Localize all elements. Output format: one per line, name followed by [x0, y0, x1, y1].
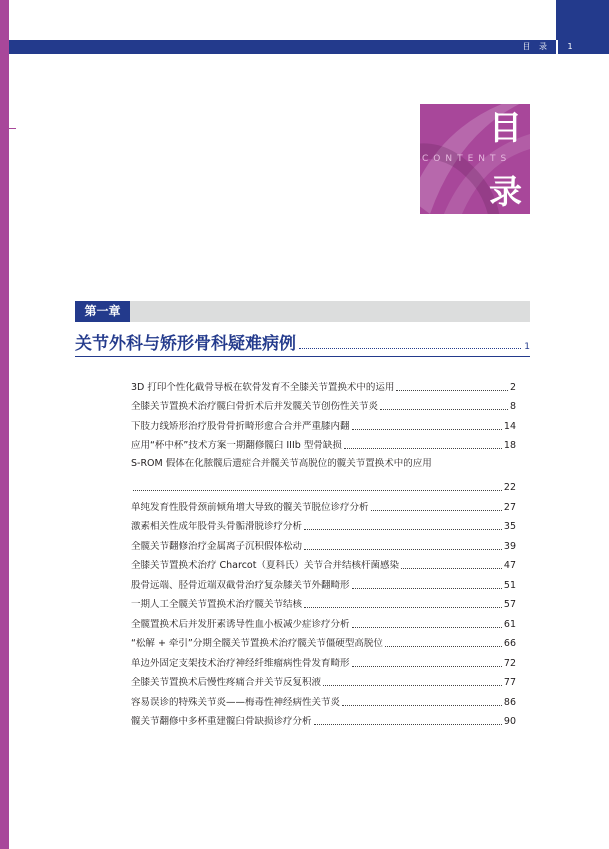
toc-leader-dots [304, 529, 502, 530]
chapter-tag: 第一章 [75, 301, 130, 322]
toc-entry-title: 容易误诊的特殊关节炎——梅毒性神经病性关节炎 [131, 696, 341, 708]
toc-entry[interactable] [131, 533, 516, 553]
toc-leader-dots [371, 510, 502, 511]
chapter-leader-dots [299, 348, 521, 349]
toc-entry-title: 激素相关性成年股骨头骨骺滑脱诊疗分析 [131, 521, 303, 532]
toc-entry-page: 61 [503, 618, 516, 630]
toc-leader-dots [304, 607, 502, 608]
toc-entry-page: 14 [503, 420, 516, 432]
toc-leader-dots [380, 409, 508, 410]
toc-leader-dots [385, 646, 502, 647]
toc-entry[interactable] [131, 631, 516, 651]
chapter-band [75, 301, 530, 322]
toc-entry[interactable] [131, 514, 516, 534]
toc-entry-page: 90 [503, 716, 516, 727]
toc-entry-page: 72 [503, 657, 516, 669]
toc-entry-title: 全膝关节置换术后慢性疼痛合并关节反复积液 [131, 677, 322, 688]
toc-entry[interactable] [131, 452, 516, 494]
badge-char-lu: 录 [489, 172, 522, 211]
toc-entry-page: 22 [503, 482, 516, 493]
toc-entry-title: “松解 + 牵引”分期全髋关节置换术治疗髋关节僵硬型高脱位 [131, 638, 383, 649]
toc-entry-title: 髋关节翻修中多杯重建髋臼骨缺损诊疗分析 [131, 716, 312, 727]
toc-entry-page: 66 [503, 638, 516, 649]
toc-leader-dots [314, 724, 502, 725]
toc-entry-title: 下肢力线矫形治疗股骨骨折畸形愈合合并严重膝内翻 [131, 420, 350, 432]
toc-entry[interactable] [131, 553, 516, 573]
chapter-page-number: 1 [524, 342, 530, 352]
toc-entry-page: 86 [503, 696, 516, 708]
toc-entry-page: 57 [503, 599, 516, 610]
toc-leader-dots [133, 490, 502, 491]
toc-entry[interactable] [131, 374, 516, 394]
toc-entry[interactable] [131, 433, 516, 453]
toc-entry-title: 股骨远端、胫骨近端双截骨治疗复杂膝关节外翻畸形 [131, 579, 350, 591]
badge-char-mu: 目 [489, 108, 522, 147]
toc-entries [131, 374, 516, 728]
toc-entry-title: 全髋关节翻修治疗金属离子沉积假体松动 [131, 540, 303, 552]
header-section-label: 目 录 [522, 42, 550, 51]
toc-leader-dots [304, 549, 502, 550]
badge-english-label: CONTENTS [422, 154, 512, 164]
toc-entry-title: 全髋置换术后并发肝素诱导性血小板减少症诊疗分析 [131, 618, 350, 630]
toc-leader-dots [344, 448, 502, 449]
toc-leader-dots [352, 666, 502, 667]
left-accent-tick [0, 128, 16, 129]
toc-entry-page: 2 [509, 381, 516, 393]
toc-entry[interactable] [131, 592, 516, 612]
toc-entry-page: 77 [503, 677, 516, 688]
toc-entry[interactable] [131, 572, 516, 592]
toc-entry-title: 一期人工全髋关节置换术治疗髋关节结核 [131, 599, 303, 610]
toc-entry-title: 应用“杯中杯”技术方案一期翻修髋臼 IIIb 型骨缺损 [131, 440, 342, 451]
toc-entry-page: 8 [509, 401, 516, 412]
chapter-heading[interactable] [75, 328, 530, 356]
toc-entry[interactable] [131, 670, 516, 690]
toc-entry-title: 3D 打印个性化截骨导板在软骨发育不全膝关节置换术中的运用 [131, 381, 395, 393]
header-bar-corner [556, 0, 609, 40]
header-page-number: 1 [567, 42, 573, 51]
toc-leader-dots [352, 588, 502, 589]
toc-entry-page: 27 [503, 501, 516, 513]
toc-entry-title: 全膝关节置换术治疗髋臼骨折术后并发髋关节创伤性关节炎 [131, 401, 379, 412]
toc-entry-page: 51 [503, 579, 516, 591]
toc-entry-page: 18 [503, 440, 516, 451]
toc-entry[interactable] [131, 413, 516, 433]
toc-entry[interactable] [131, 709, 516, 729]
toc-entry-page: 39 [503, 540, 516, 552]
contents-badge [420, 104, 530, 214]
toc-leader-dots [396, 390, 508, 391]
chapter-underline [75, 356, 530, 357]
toc-entry-title: 单纯发育性股骨颈前倾角增大导致的髋关节脱位诊疗分析 [131, 501, 369, 513]
toc-entry[interactable] [131, 611, 516, 631]
toc-leader-dots [352, 627, 502, 628]
toc-entry[interactable] [131, 689, 516, 709]
chapter-title: 关节外科与矫形骨科疑难病例 [75, 334, 296, 354]
toc-leader-dots [352, 429, 502, 430]
toc-entry[interactable] [131, 394, 516, 414]
toc-leader-dots [342, 705, 502, 706]
toc-entry-title: 单边外固定支架技术治疗神经纤维瘤病性骨发育畸形 [131, 657, 350, 669]
toc-entry-title: 全膝关节置换术治疗 Charcot（夏科氏）关节合并结核杆菌感染 [131, 560, 399, 571]
header-separator [556, 40, 558, 54]
toc-leader-dots [323, 685, 502, 686]
toc-entry[interactable] [131, 650, 516, 670]
toc-entry-page: 35 [503, 521, 516, 532]
toc-entry-page: 47 [503, 560, 516, 571]
toc-entry[interactable] [131, 494, 516, 514]
toc-leader-dots [401, 568, 502, 569]
toc-entry-title: S-ROM 假体在化脓髋后遗症合并髋关节高脱位的髋关节置换术中的应用 [131, 458, 432, 469]
